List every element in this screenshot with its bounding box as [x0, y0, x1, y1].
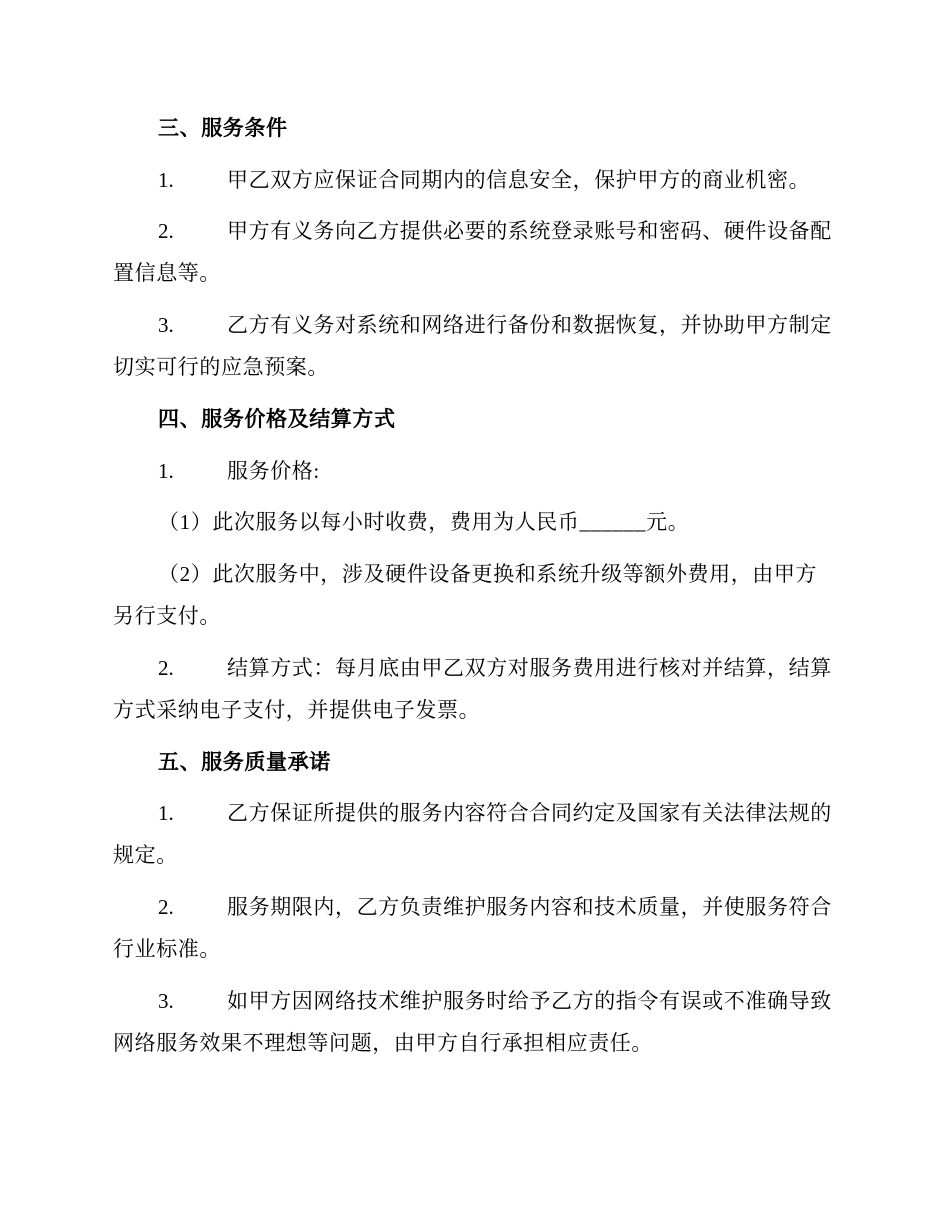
paragraph-line: [113, 501, 843, 543]
paragraph-text: 服务价格:: [227, 458, 320, 483]
paragraph-line: 规定。: [113, 843, 178, 868]
numbered-paragraph: [113, 792, 843, 877]
sub-item-paragraph: [113, 553, 843, 638]
paragraph-line: [113, 159, 843, 201]
paragraph-line: [113, 647, 843, 689]
paragraph-text: 服务期限内，乙方负责维护服务内容和技术质量，并使服务符合: [227, 895, 832, 920]
section-heading-block: [113, 741, 843, 783]
paragraph-line: [113, 450, 843, 492]
paragraph-text: 如甲方因网络技术维护服务时给予乙方的指令有误或不准确导致: [227, 988, 832, 1013]
paragraph-text: 结算方式：每月底由甲乙双方对服务费用进行核对并结算，结算: [227, 655, 832, 680]
paragraph-line: [113, 304, 843, 346]
paragraph-line: 方式采纳电子支付，并提供电子发票。: [113, 697, 481, 722]
section-heading-block: [113, 398, 843, 440]
paragraph-line: [113, 210, 843, 252]
sub-item-label: （2）: [158, 561, 213, 586]
numbered-paragraph: [113, 886, 843, 971]
item-number: 3.: [158, 988, 174, 1013]
paragraph-line: 网络服务效果不理想等问题，由甲方自行承担相应责任。: [113, 1031, 653, 1056]
paragraph-text: 乙方保证所提供的服务内容符合合同约定及国家有关法律法规的: [227, 801, 832, 826]
paragraph-line: 另行支付。: [113, 604, 221, 629]
item-number: 2.: [158, 895, 174, 920]
paragraph-text: 甲方有义务向乙方提供必要的系统登录账号和密码、硬件设备配: [227, 219, 832, 244]
sub-item-label: （1）: [158, 510, 213, 535]
document-body: [113, 107, 843, 1074]
paragraph-line: 置信息等。: [113, 261, 221, 286]
section-heading: 三、服务条件: [158, 116, 288, 140]
numbered-paragraph: [113, 980, 843, 1065]
numbered-paragraph: [113, 647, 843, 732]
paragraph-line: [113, 792, 843, 834]
paragraph-line: 切实可行的应急预案。: [113, 355, 329, 380]
fill-in-blank: ______: [579, 510, 647, 535]
item-number: 2.: [158, 655, 174, 680]
numbered-paragraph: [113, 210, 843, 295]
paragraph-text: 甲乙双方应保证合同期内的信息安全，保护甲方的商业机密。: [227, 167, 811, 192]
item-number: 1.: [158, 458, 174, 483]
paragraph-line: 行业标准。: [113, 937, 221, 962]
item-number: 1.: [158, 801, 174, 826]
paragraph-text: 元。: [646, 510, 690, 535]
paragraph-line: [113, 553, 843, 595]
section-heading-block: [113, 107, 843, 149]
paragraph-text: 乙方有义务对系统和网络进行备份和数据恢复，并协助甲方制定: [227, 313, 832, 338]
paragraph-text: 此次服务中，涉及硬件设备更换和系统升级等额外费用，由甲方: [212, 561, 818, 586]
numbered-paragraph: [113, 450, 843, 492]
paragraph-text: 此次服务以每小时收费，费用为人民币: [212, 510, 580, 535]
section-heading: 五、服务质量承诺: [158, 749, 331, 774]
paragraph-line: [113, 980, 843, 1022]
item-number: 2.: [158, 219, 174, 244]
numbered-paragraph: [113, 159, 843, 201]
sub-item-paragraph: [113, 501, 843, 543]
section-heading: 四、服务价格及结算方式: [158, 406, 396, 431]
item-number: 1.: [158, 167, 174, 192]
paragraph-line: [113, 886, 843, 928]
item-number: 3.: [158, 313, 174, 338]
numbered-paragraph: [113, 304, 843, 389]
